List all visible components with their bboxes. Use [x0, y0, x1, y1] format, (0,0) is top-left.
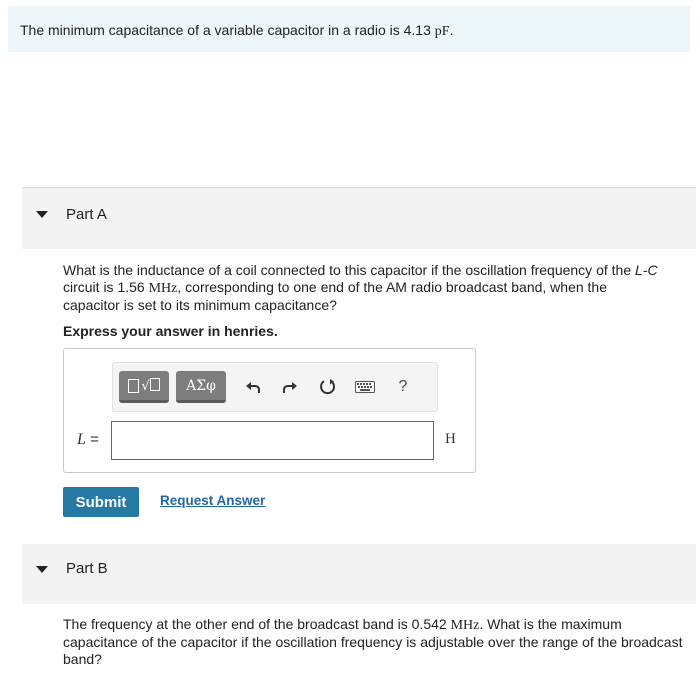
- part-a-header[interactable]: [22, 187, 696, 249]
- answer-variable-label: L =: [77, 431, 99, 448]
- part-b-title: Part B: [66, 560, 108, 577]
- keyboard-icon[interactable]: [353, 375, 377, 399]
- answer-instruction: Express your answer in henries.: [63, 323, 278, 339]
- templates-icon: [128, 379, 139, 393]
- help-icon[interactable]: ?: [398, 378, 408, 395]
- collapse-caret-icon[interactable]: [36, 211, 48, 218]
- redo-icon[interactable]: [278, 375, 302, 399]
- part-b-question: The frequency at the other end of the broadcast band is 0.542 MHz. What is the maximum capacitance of the capacitor if the oscillation frequency is adjustable over the range of the broadcast band?: [63, 616, 683, 667]
- symbols-button[interactable]: ΑΣφ: [176, 371, 226, 403]
- answer-input[interactable]: [111, 421, 434, 460]
- reset-icon[interactable]: [316, 375, 340, 399]
- intro-text: The minimum capacitance of a variable capacitor in a radio is 4.13 pF.: [20, 22, 454, 39]
- answer-area: [63, 348, 476, 473]
- part-a-title: Part A: [66, 206, 107, 223]
- collapse-caret-icon[interactable]: [36, 566, 48, 573]
- math-toolbar: [112, 362, 438, 412]
- part-a-question: What is the inductance of a coil connected to this capacitor if the oscillation frequency of the L-C circuit is 1.56 MHz, corresponding to one end of the AM radio broadcast band, when the capacitor is set to its minimum capacitance?: [63, 262, 658, 313]
- request-answer-link[interactable]: Request Answer: [160, 493, 266, 508]
- undo-icon[interactable]: [241, 375, 265, 399]
- answer-unit: H: [445, 431, 456, 447]
- intro-unit: pF: [434, 24, 450, 39]
- submit-button[interactable]: Submit: [63, 487, 139, 517]
- problem-intro: [8, 6, 690, 52]
- templates-button[interactable]: √: [119, 371, 169, 403]
- part-b-header[interactable]: [22, 544, 696, 604]
